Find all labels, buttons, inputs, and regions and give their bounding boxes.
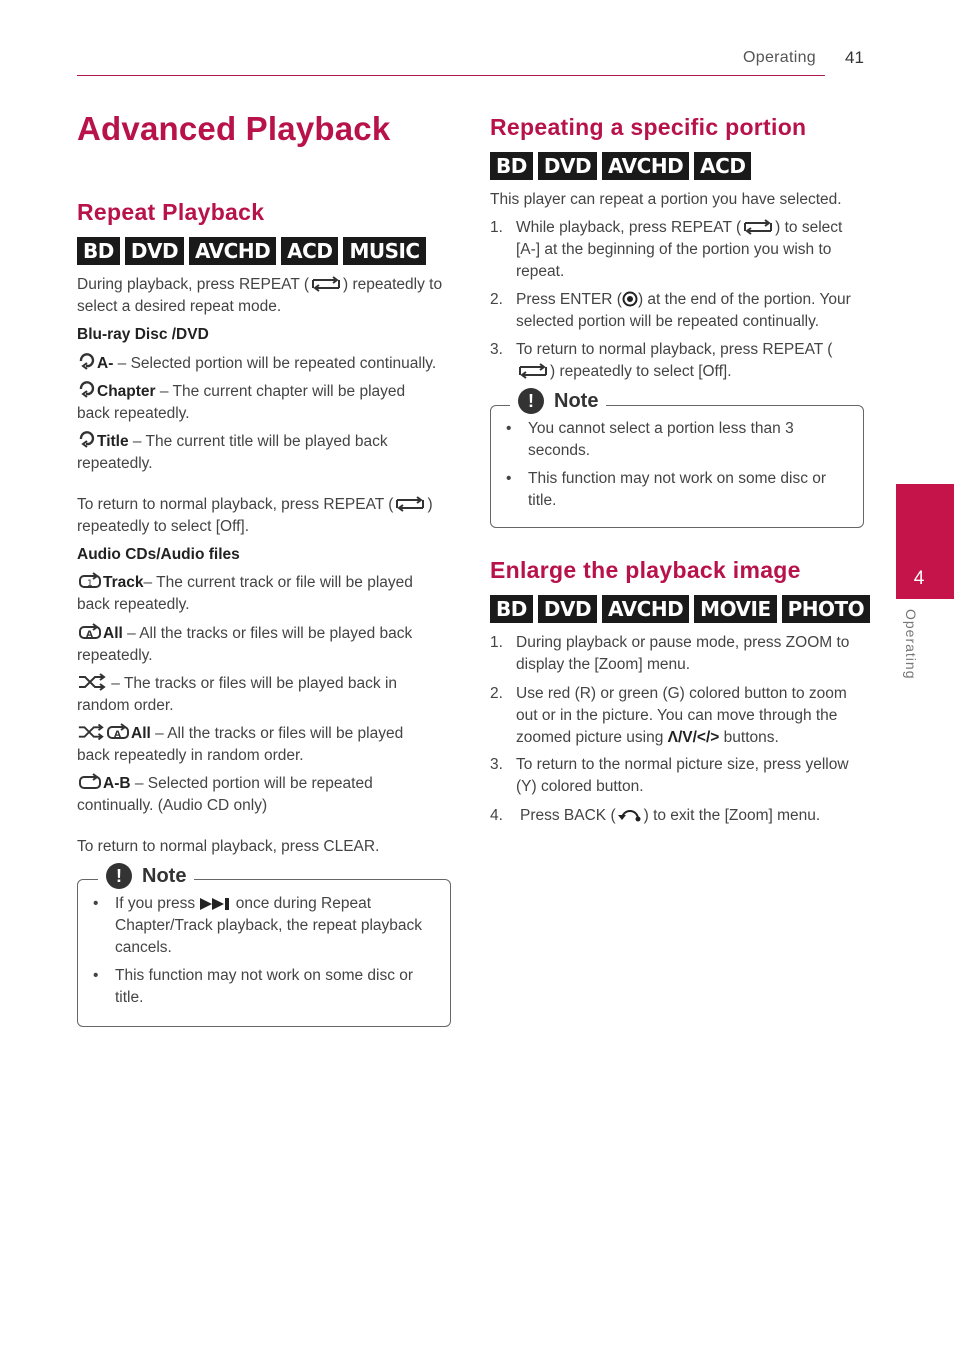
note-title: Note bbox=[554, 389, 599, 412]
badge-dvd: DVD bbox=[538, 595, 597, 623]
portion-step: 1. While playback, press REPEAT ( ) to select [A-] at the beginning of the portion you wish to repeat. bbox=[490, 219, 843, 280]
badge-dvd: DVD bbox=[538, 152, 597, 180]
repeat-all-icon bbox=[77, 623, 103, 641]
badge-bd: BD bbox=[490, 152, 533, 180]
exclamation-icon: ! bbox=[518, 388, 544, 414]
repeat-once-icon bbox=[77, 431, 97, 449]
note-header bbox=[510, 388, 606, 414]
badge-avchd: AVCHD bbox=[602, 595, 689, 623]
arrow-buttons-text: Λ/V/</> bbox=[667, 729, 720, 746]
enter-icon bbox=[622, 291, 638, 307]
repeat-playback-heading: Repeat Playback bbox=[77, 199, 265, 225]
bluray-dvd-heading: Blu-ray Disc /DVD bbox=[77, 326, 209, 343]
shuffle-icon bbox=[77, 723, 105, 741]
repeat-icon bbox=[516, 363, 550, 379]
running-header-section: Operating bbox=[743, 49, 816, 66]
enlarge-heading: Enlarge the playback image bbox=[490, 557, 801, 583]
audio-mode-item: 1 Track– The current track or file will be played back repeatedly. bbox=[77, 574, 413, 613]
repeat-ab-icon bbox=[77, 773, 103, 791]
repeat-once-icon bbox=[77, 353, 97, 371]
badge-bd: BD bbox=[490, 595, 533, 623]
audio-heading: Audio CDs/Audio files bbox=[77, 546, 240, 563]
svg-text:A: A bbox=[114, 730, 121, 740]
badge-avchd: AVCHD bbox=[602, 152, 689, 180]
svg-text:A: A bbox=[86, 630, 93, 640]
audio-mode-item: – The tracks or files will be played back in random order. bbox=[77, 675, 398, 714]
repeat-mode-item: Chapter – The current chapter will be played back repeatedly. bbox=[77, 383, 406, 422]
repeat-return-text: To return to normal playback, press REPEAT ( ) repeatedly to select [Off]. bbox=[77, 496, 433, 535]
enlarge-step: 2. Use red (R) or green (G) colored button to zoom out or in the picture. You can move through the zoomed picture using Λ/V/</> buttons. bbox=[490, 685, 847, 746]
enlarge-step: 4. Press BACK ( ) to exit the [Zoom] menu. bbox=[490, 807, 821, 824]
repeat-once-icon bbox=[77, 381, 97, 399]
audio-mode-item: A-B – Selected portion will be repeated continually. (Audio CD only) bbox=[77, 775, 373, 814]
header-rule bbox=[77, 75, 825, 76]
note-item: • This function may not work on some disc or title. bbox=[506, 470, 827, 509]
chapter-tab-number: 4 bbox=[913, 568, 925, 589]
enlarge-disc-badges bbox=[490, 595, 870, 623]
chapter-tab-label: Operating bbox=[903, 609, 919, 680]
page-number: 41 bbox=[845, 48, 864, 67]
repeat-track-icon bbox=[77, 572, 103, 590]
badge-avchd: AVCHD bbox=[189, 237, 276, 265]
shuffle-icon bbox=[77, 673, 107, 691]
repeat-mode-item: A- – Selected portion will be repeated continually. bbox=[77, 353, 455, 375]
portion-step: 3. To return to normal playback, press REPEAT () repeatedly to select [Off]. bbox=[490, 341, 833, 380]
portion-step: 2. Press ENTER ( ) at the end of the portion. Your selected portion will be repeated continually. bbox=[490, 291, 851, 330]
enlarge-step: 1. During playback or pause mode, press ZOOM to display the [Zoom] menu. bbox=[490, 634, 850, 673]
badge-movie: MOVIE bbox=[694, 595, 776, 623]
badge-dvd: DVD bbox=[125, 237, 184, 265]
back-icon bbox=[616, 807, 644, 823]
audio-mode-item: A All – All the tracks or files will be played back repeatedly. bbox=[77, 625, 413, 664]
badge-music: MUSIC bbox=[343, 237, 425, 265]
page-title: Advanced Playback bbox=[77, 110, 391, 147]
audio-mode-item: A All – All the tracks or files will be played back repeatedly in random order. bbox=[77, 725, 404, 764]
portion-disc-badges bbox=[490, 152, 751, 180]
repeat-icon bbox=[309, 276, 343, 292]
badge-acd: ACD bbox=[281, 237, 338, 265]
note-item: • This function may not work on some disc or title. bbox=[93, 967, 414, 1006]
repeat-mode-item: Title – The current title will be played back repeatedly. bbox=[77, 433, 388, 472]
note-item: • If you press once during Repeat Chapter/Track playback, the repeat playback cancels. bbox=[93, 895, 423, 956]
portion-intro: This player can repeat a portion you have selected. bbox=[490, 191, 842, 208]
repeat-icon bbox=[741, 219, 775, 235]
badge-bd: BD bbox=[77, 237, 120, 265]
repeat-portion-heading: Repeating a specific portion bbox=[490, 114, 807, 140]
note-item: • You cannot select a portion less than 3 seconds. bbox=[506, 420, 794, 459]
repeat-intro: During playback, press REPEAT ( ) repeatedly to select a desired repeat mode. bbox=[77, 276, 443, 315]
repeat-all-icon bbox=[105, 723, 131, 741]
repeat-icon bbox=[393, 496, 427, 512]
badge-photo: PHOTO bbox=[782, 595, 871, 623]
badge-acd: ACD bbox=[694, 152, 751, 180]
note-header bbox=[98, 863, 194, 889]
clear-text: To return to normal playback, press CLEAR. bbox=[77, 838, 380, 855]
exclamation-icon: ! bbox=[106, 863, 132, 889]
svg-text:1: 1 bbox=[87, 579, 93, 589]
enlarge-step: 3. To return to the normal picture size, press yellow (Y) colored button. bbox=[490, 756, 849, 795]
repeat-disc-badges bbox=[77, 237, 426, 265]
note-title: Note bbox=[142, 864, 187, 887]
skip-next-icon bbox=[199, 897, 231, 911]
